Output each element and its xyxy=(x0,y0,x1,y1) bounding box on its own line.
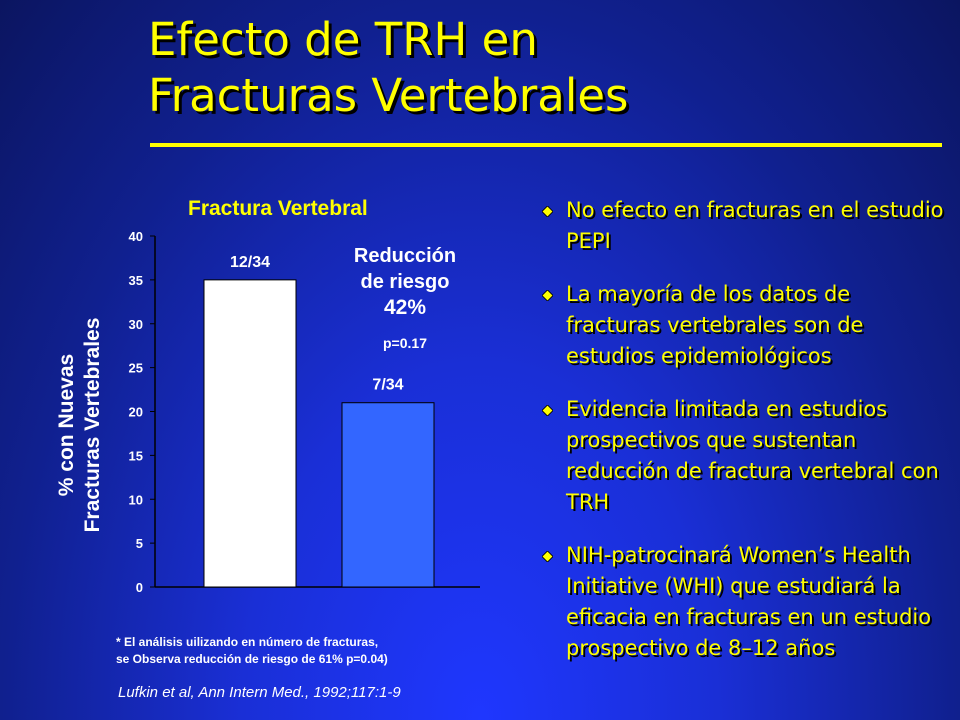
bullet-text: NIH-patrocinará Women’s Health Initiative (WHI) que estudiará la eficacia en fracturas en un estudio prospectivo de 8–12 años xyxy=(566,543,932,660)
y-tick-label: 10 xyxy=(128,492,143,508)
y-axis-label-line1: % con Nuevas xyxy=(55,353,78,497)
bar xyxy=(204,280,296,587)
annotation-line1: Reducción xyxy=(353,245,457,267)
diamond-bullet-icon xyxy=(542,206,553,217)
bullet-item xyxy=(540,195,950,257)
slide-title-line1: Efecto de TRH en xyxy=(148,13,538,66)
diamond-bullet-icon xyxy=(542,551,553,562)
y-tick-label: 35 xyxy=(128,272,143,288)
bullet-item xyxy=(540,540,950,664)
footnote-line2: se Observa reducción de riesgo de 61% p=0.04) xyxy=(116,652,388,666)
y-tick-label: 30 xyxy=(128,316,143,332)
diamond-bullet-icon xyxy=(542,290,553,301)
bullet-text: La mayoría de los datos de fracturas vertebrales son de estudios epidemiológicos xyxy=(566,282,864,368)
y-axis-label-line2: Fracturas Vertebrales xyxy=(81,317,104,533)
bullet-item xyxy=(540,394,950,518)
bar-data-label: 12/34 xyxy=(229,253,271,271)
y-tick-label: 0 xyxy=(135,580,143,595)
bullet-item xyxy=(540,279,950,372)
bar xyxy=(342,403,434,587)
y-tick-label: 25 xyxy=(128,360,143,376)
slide-title-line2: Fracturas Vertebrales xyxy=(148,69,629,122)
y-tick-label: 40 xyxy=(128,229,143,244)
y-tick-label: 20 xyxy=(128,404,143,420)
bar-data-label: 7/34 xyxy=(372,376,404,394)
annotation-line2: de riesgo xyxy=(360,271,450,293)
risk-reduction-annotation xyxy=(320,243,490,321)
y-tick-label: 15 xyxy=(128,448,143,464)
bullet-text: Evidencia limitada en estudios prospectivos que sustentan reducción de fractura vertebral con TRH xyxy=(566,397,939,514)
annotation-line3: 42% xyxy=(383,296,427,319)
source-citation: Lufkin et al, Ann Intern Med., 1992;117:1-9 xyxy=(118,684,401,701)
chart-title: Fractura Vertebral xyxy=(188,197,368,220)
footnote xyxy=(116,634,388,668)
bullet-list xyxy=(540,195,950,686)
p-value-label: p=0.17 xyxy=(383,335,427,351)
diamond-bullet-icon xyxy=(542,405,553,416)
footnote-line1: * El análisis uilizando en número de fracturas, xyxy=(116,635,379,649)
bullet-text: No efecto en fracturas en el estudio PEPI xyxy=(566,198,944,253)
y-tick-label: 5 xyxy=(135,536,143,552)
